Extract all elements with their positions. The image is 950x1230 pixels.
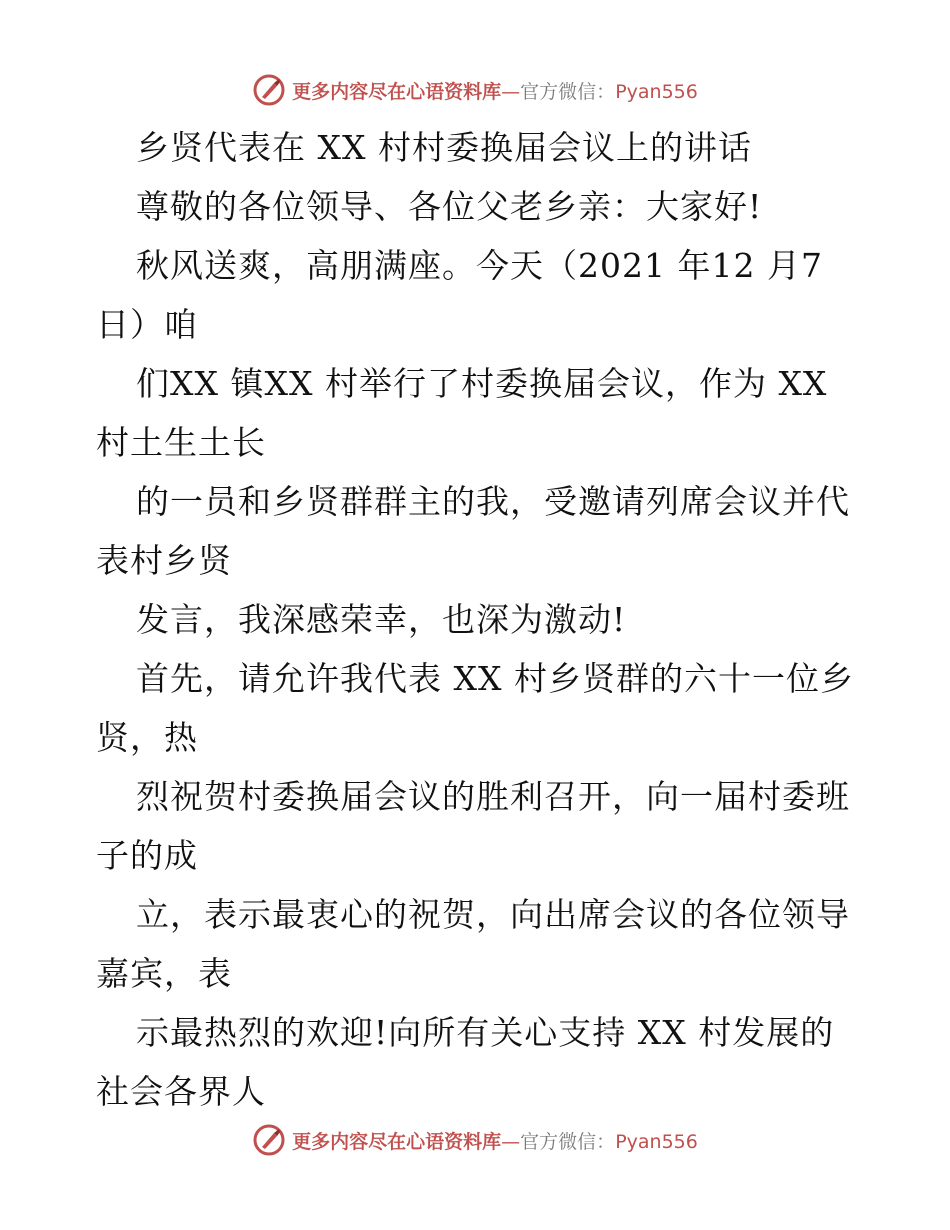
banner-account: Pyan556 [615, 1130, 698, 1153]
text-line: 子的成 [96, 836, 198, 875]
banner-sub-text: 官方微信： [520, 80, 616, 103]
text-line: 立，表示最衷心的祝贺，向出席会议的各位领导 [136, 895, 850, 934]
text-line: 们XX 镇XX 村举行了村委换届会议，作为 XX [136, 364, 828, 403]
text-line: 表村乡贤 [96, 541, 232, 580]
banner-sub-text: 官方微信： [520, 1130, 616, 1153]
text-line: 村土生土长 [96, 423, 266, 462]
text-line: 烈祝贺村委换届会议的胜利召开，向一届村委班 [136, 777, 850, 816]
text-line: 示最热烈的欢迎!向所有关心支持 XX 村发展的 [136, 1013, 835, 1052]
banner-dash: — [501, 1130, 521, 1153]
text-line: 尊敬的各位领导、各位父老乡亲：大家好! [136, 187, 763, 226]
quill-logo-icon [252, 1123, 286, 1157]
text-line: 发言，我深感荣幸，也深为激动! [136, 600, 627, 639]
banner-dash: — [501, 80, 521, 103]
quill-logo-icon [252, 73, 286, 107]
banner-main-text: 更多内容尽在心语资料库 [292, 1130, 502, 1153]
text-line: 秋风送爽，高朋满座。今天（2021 年12 月7 [136, 246, 823, 285]
banner-account: Pyan556 [615, 80, 698, 103]
text-line: 乡贤代表在 XX 村村委换届会议上的讲话 [136, 128, 752, 167]
text-line: 贤，热 [96, 718, 198, 757]
text-line: 的一员和乡贤群群主的我，受邀请列席会议并代 [136, 482, 850, 521]
text-line: 社会各界人 [96, 1072, 266, 1111]
banner-main-text: 更多内容尽在心语资料库 [292, 80, 502, 103]
document-body [96, 118, 876, 1121]
text-line: 首先，请允许我代表 XX 村乡贤群的六十一位乡 [136, 659, 854, 698]
text-line: 日）咱 [96, 305, 198, 344]
text-line: 嘉宾，表 [96, 954, 232, 993]
header-watermark-banner [0, 70, 950, 110]
footer-watermark-banner [0, 1120, 950, 1160]
